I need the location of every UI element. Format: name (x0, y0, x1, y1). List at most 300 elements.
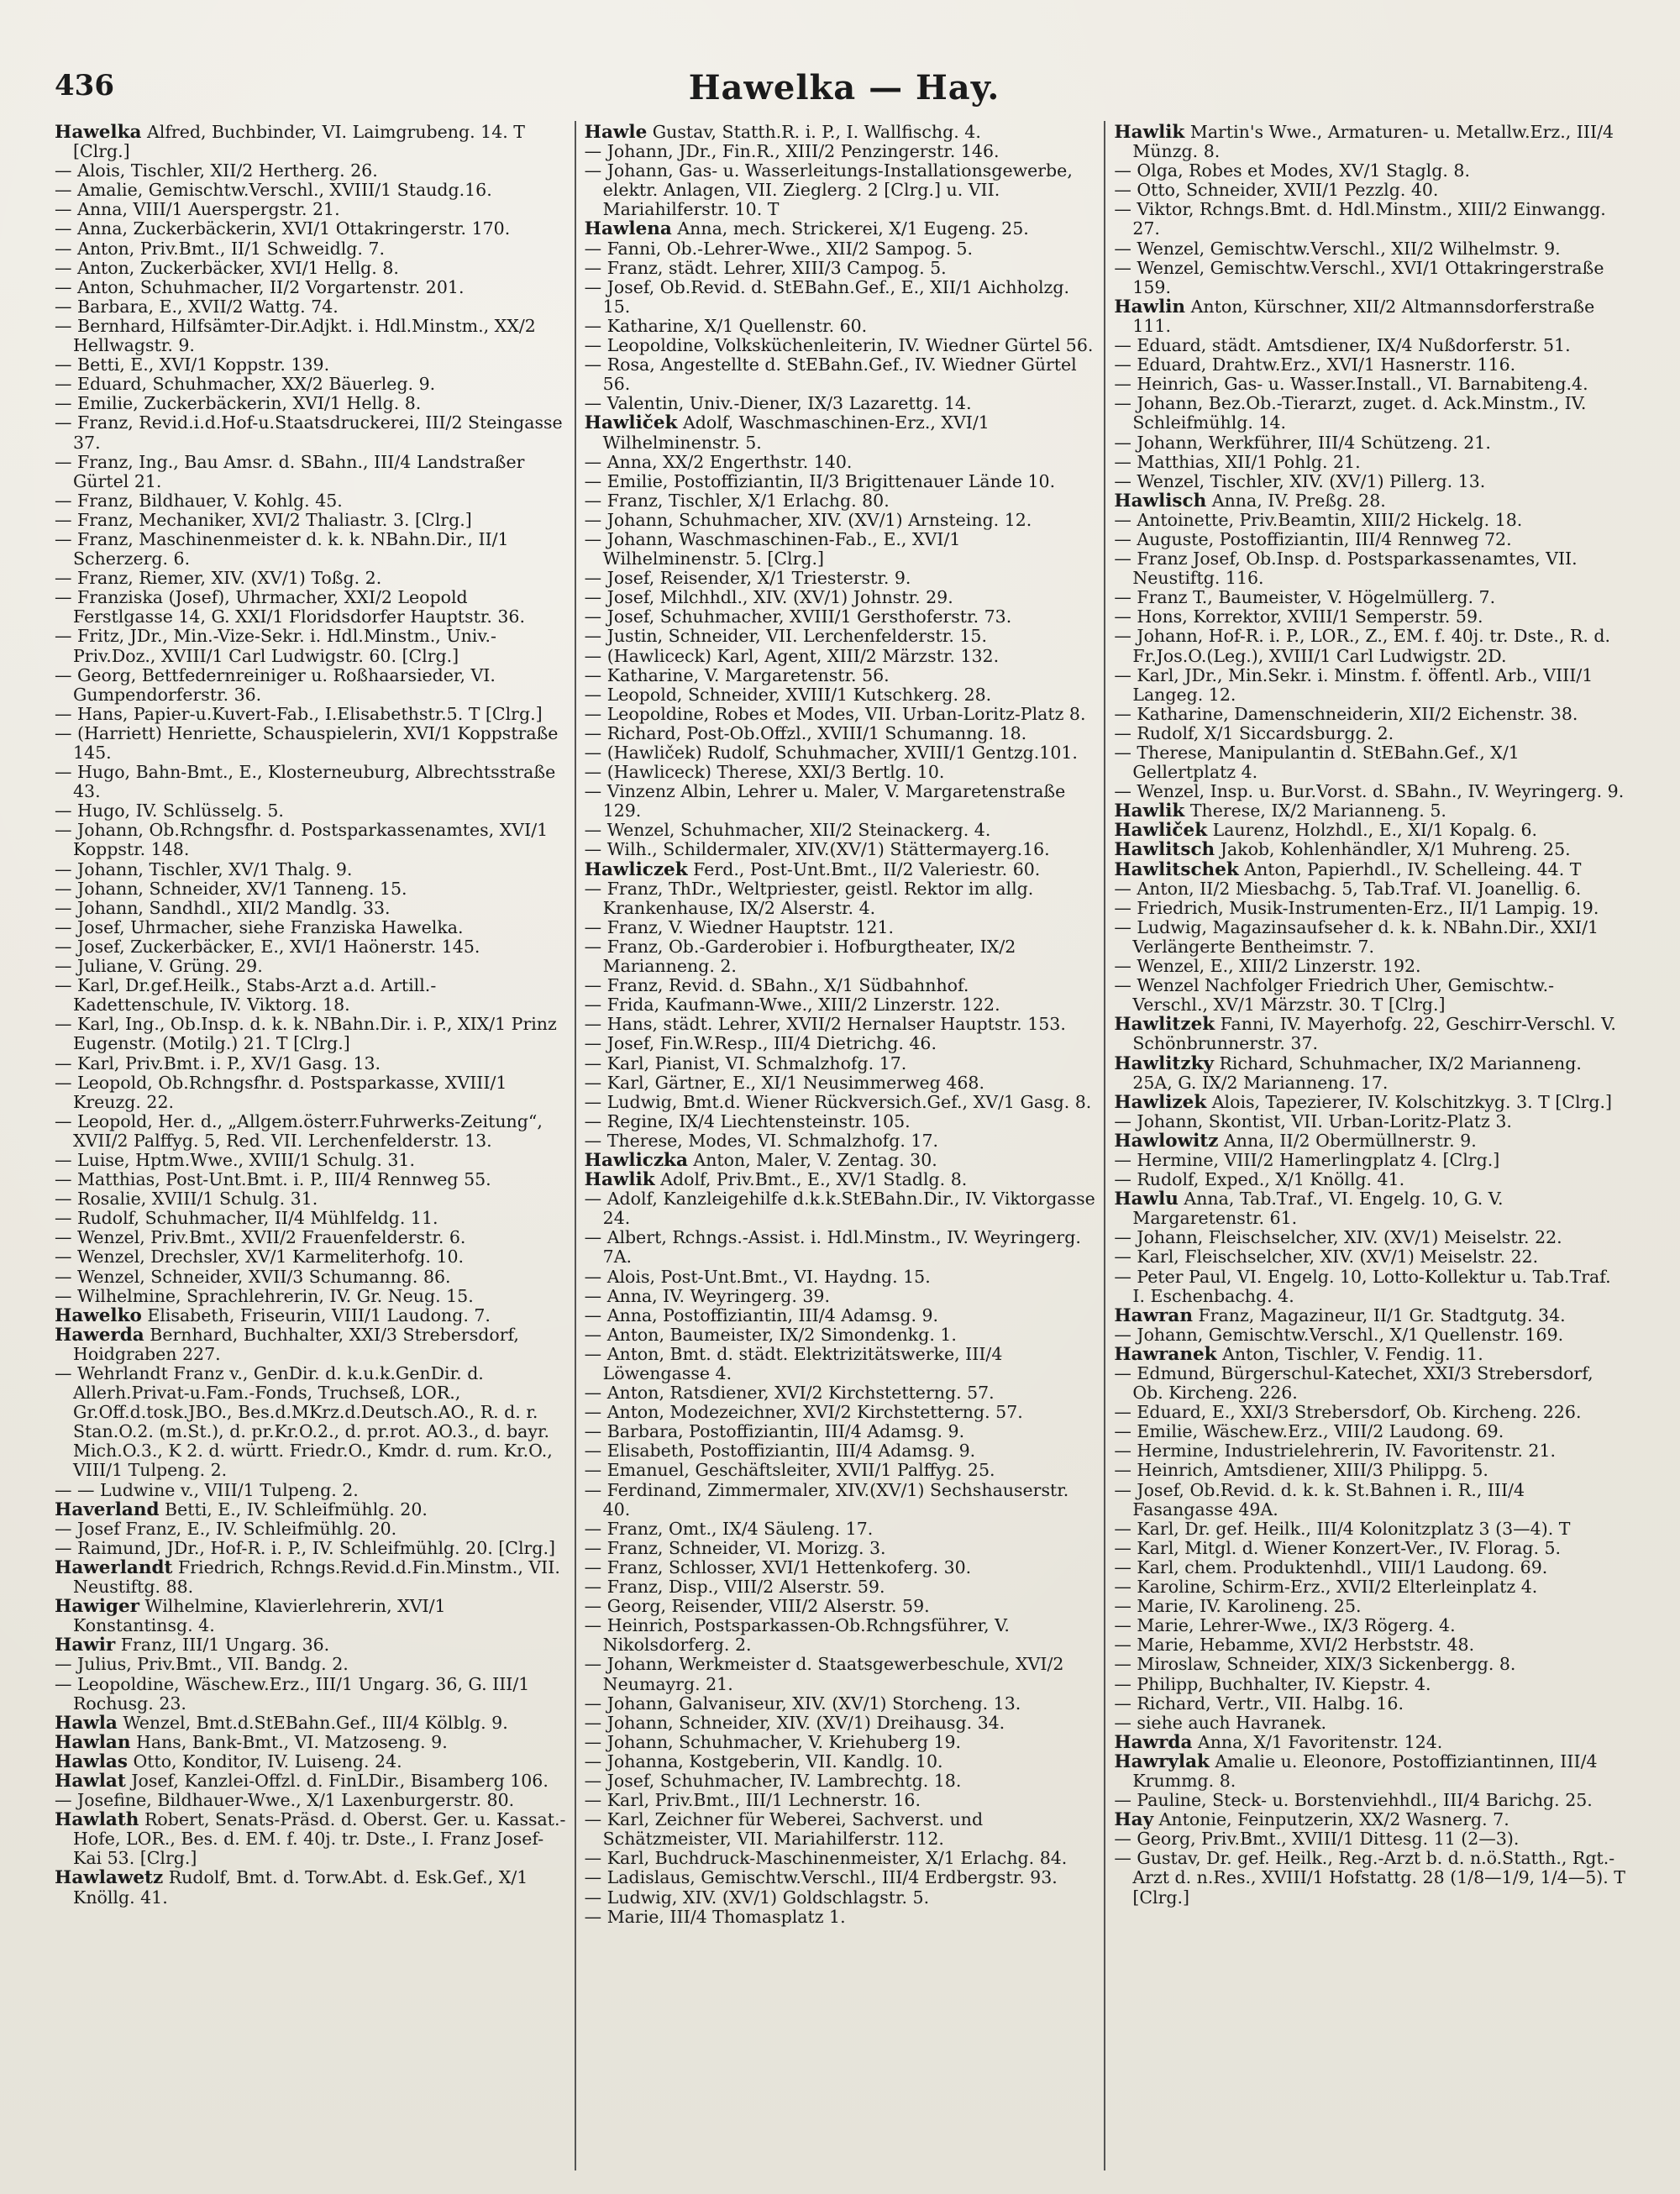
entry-text: — Hans, Papier-u.Kuvert-Fab., I.Elisabethstr.5. T [Clrg.] (55, 703, 543, 724)
directory-entry (55, 297, 566, 317)
entry-text: Rudolf, Bmt. d. Torw.Abt. d. Esk.Gef., X/1 Knöllg. 41. (73, 1867, 528, 1908)
entry-text: — Matthias, XII/1 Pohlg. 21. (1114, 451, 1361, 472)
directory-entry (55, 161, 566, 181)
directory-entry (585, 1112, 1096, 1131)
directory-entry (1114, 530, 1625, 549)
entry-text: — Bernhard, Hilfsämter-Dir.Adjkt. i. Hdl.Minstm., XX/2 Hellwagstr. 9. (55, 315, 536, 356)
entry-text: — Franz, Ing., Bau Amsr. d. SBahn., III/4 Landstraßer Gürtel 21. (55, 451, 525, 491)
directory-entry (1114, 1268, 1625, 1306)
entry-text: — Franz, städt. Lehrer, XIII/3 Campog. 5. (584, 257, 947, 278)
entry-text: — Hugo, IV. Schlüsselg. 5. (55, 800, 284, 821)
directory-entry-head (585, 219, 1096, 239)
entry-text: — Franz, Bildhauer, V. Kohlg. 45. (55, 490, 343, 511)
entry-surname: Hawran (1114, 1304, 1193, 1326)
directory-entry-head (55, 1733, 566, 1752)
entry-text: — Anton, Priv.Bmt., II/1 Schweidlg. 7. (55, 238, 385, 259)
directory-entry (1114, 743, 1625, 782)
entry-text: Elisabeth, Friseurin, VIII/1 Laudong. 7. (141, 1304, 491, 1325)
directory-entry (585, 1073, 1096, 1093)
entry-surname: Hawelko (55, 1304, 142, 1326)
directory-entry (585, 647, 1096, 666)
directory-entry-head (1114, 840, 1625, 859)
directory-entry (55, 181, 566, 200)
directory-entry (585, 1131, 1096, 1151)
entry-surname: Hawlan (55, 1731, 131, 1753)
column-3 (1104, 121, 1634, 2170)
entry-text: — Anna, Zuckerbäckerin, XVI/1 Ottakringerstr. 170. (55, 218, 511, 239)
entry-text: — Ladislaus, Gemischtw.Verschl., III/4 Erdbergstr. 93. (584, 1867, 1058, 1888)
directory-entry (1114, 705, 1625, 724)
directory-entry-head (585, 1170, 1096, 1189)
directory-entry (585, 1597, 1096, 1616)
entry-text: — Leopold, Schneider, XVIII/1 Kutschkerg. 28. (584, 684, 992, 705)
entry-text: — Josef, Zuckerbäcker, E., XVI/1 Haönerstr. 145. (55, 936, 480, 957)
directory-entry-head (1114, 1345, 1625, 1364)
directory-entry (585, 1771, 1096, 1791)
directory-entry-head (55, 1635, 566, 1655)
entry-text: — Ferdinand, Zimmermaler, XIV.(XV/1) Sechshauserstr. 40. (584, 1479, 1069, 1520)
directory-entry-head (55, 1868, 566, 1907)
entry-text: — Johann, Gemischtw.Verschl., X/1 Quellenstr. 169. (1114, 1324, 1564, 1345)
entry-surname: Hawliček (584, 412, 678, 434)
directory-entry (55, 491, 566, 511)
directory-entry-head (1114, 821, 1625, 840)
directory-entry (1114, 200, 1625, 239)
directory-entry (55, 1655, 566, 1674)
directory-entry (585, 259, 1096, 278)
directory-entry (1114, 1461, 1625, 1480)
directory-entry-head (55, 1306, 566, 1325)
entry-text: — Emilie, Zuckerbäckerin, XVI/1 Hellg. 8. (55, 393, 422, 414)
entry-surname: Hawlena (584, 218, 672, 240)
directory-entry (55, 1520, 566, 1539)
directory-entry-head (1114, 1054, 1625, 1093)
entry-text: Robert, Senats-Präsd. d. Oberst. Ger. u. Kassat.-Hofe, LOR., Bes. d. EM. f. 40j. tr. Dste., I. Franz Josef-Kai 53. [Clrg.] (73, 1809, 566, 1869)
directory-entry (55, 860, 566, 879)
entry-text: — Georg, Bettfedernreiniger u. Roßhaarsieder, VI. Gumpendorferstr. 36. (55, 664, 496, 705)
directory-entry (585, 355, 1096, 394)
directory-entry (585, 937, 1096, 976)
directory-entry (55, 453, 566, 491)
entry-text: — Ludwig, XIV. (XV/1) Goldschlagstr. 5. (584, 1887, 930, 1908)
directory-entry (1114, 336, 1625, 355)
directory-entry (55, 278, 566, 297)
directory-entry-head (1114, 1015, 1625, 1053)
directory-entry (585, 1093, 1096, 1112)
directory-entry (585, 1345, 1096, 1383)
directory-entry (55, 375, 566, 394)
directory-entry-head (1114, 801, 1625, 821)
directory-entry-head (585, 860, 1096, 879)
directory-entry (55, 200, 566, 219)
directory-entry (585, 1791, 1096, 1810)
directory-entry (55, 1189, 566, 1209)
entry-text: — (Harriett) Henriette, Schauspielerin, XVI/1 Koppstraße 145. (55, 722, 559, 763)
entry-text: — Amalie, Gemischtw.Verschl., XVIII/1 Staudg.16. (55, 180, 492, 201)
directory-entry-head (1114, 1733, 1625, 1752)
entry-text: — Franz, Schlosser, XVI/1 Hettenkoferg. 30. (584, 1556, 972, 1577)
entry-text: — Auguste, Postoffiziantin, III/4 Rennweg 72. (1114, 528, 1512, 549)
entry-text: — Edmund, Bürgerschul-Katechet, XXI/3 Strebersdorf, Ob. Kircheng. 226. (1114, 1363, 1593, 1404)
directory-entry (1114, 666, 1625, 705)
entry-surname: Hawlin (1114, 296, 1186, 318)
directory-entry (585, 1441, 1096, 1461)
directory-entry (1114, 394, 1625, 433)
entry-text: — Hans, städt. Lehrer, XVII/2 Hernalser Hauptstr. 153. (584, 1014, 1066, 1035)
entry-text: — Anton, Bmt. d. städt. Elektrizitätswerke, III/4 Löwengasse 4. (584, 1343, 1003, 1383)
entry-text: — Karoline, Schirm-Erz., XVII/2 Elterleinplatz 4. (1114, 1577, 1538, 1598)
entry-text: — Karl, Pianist, VI. Schmalzhofg. 17. (584, 1052, 907, 1073)
entry-text: — — Ludwine v., VIII/1 Tulpeng. 2. (55, 1479, 359, 1500)
entry-text: — Anton, Zuckerbäcker, XVI/1 Hellg. 8. (55, 257, 399, 278)
entry-surname: Hawle (584, 122, 648, 143)
directory-entry (1114, 549, 1625, 588)
entry-text: — Marie, Hebamme, XVI/2 Herbststr. 48. (1114, 1635, 1475, 1656)
entry-text: Anna, II/2 Obermüllnerstr. 9. (1218, 1130, 1477, 1151)
entry-text: — Johann, Tischler, XV/1 Thalg. 9. (55, 858, 353, 879)
entry-text: — Josef, Uhrmacher, siehe Franziska Hawelka. (55, 916, 464, 937)
directory-entry (55, 1151, 566, 1170)
entry-text: Anton, Maler, V. Zentag. 30. (687, 1149, 937, 1170)
directory-entry (55, 801, 566, 821)
entry-text: — Marie, Lehrer-Wwe., IX/3 Rögerg. 4. (1114, 1615, 1456, 1636)
entry-text: Anton, Kürschner, XII/2 Altmannsdorferstraße 111. (1132, 296, 1595, 336)
entry-text: — Wenzel, Tischler, XIV. (XV/1) Pillerg. 13. (1114, 470, 1486, 491)
directory-entry-head (1114, 1810, 1625, 1829)
entry-text: — Franz Josef, Ob.Insp. d. Postsparkassenamtes, VII. Neustiftg. 116. (1114, 548, 1578, 589)
entry-text: Therese, IX/2 Marianneng. 5. (1184, 800, 1446, 821)
entry-text: — Franz, Tischler, X/1 Erlachg. 80. (584, 490, 890, 511)
directory-entry (55, 219, 566, 239)
entry-text: — Johann, Schneider, XIV. (XV/1) Dreihausg. 34. (584, 1712, 1005, 1733)
entry-text: Ferd., Post-Unt.Bmt., II/2 Valeriestr. 60. (687, 858, 1041, 879)
entry-text: — Franz, Disp., VIII/2 Alserstr. 59. (584, 1577, 885, 1598)
entry-text: — Josefine, Bildhauer-Wwe., X/1 Laxenburgerstr. 80. (55, 1790, 515, 1811)
entry-text: — Johann, Ob.Rchngsfhr. d. Postsparkassenamtes, XVI/1 Koppstr. 148. (55, 820, 549, 860)
entry-text: — Karl, chem. Produktenhdl., VIII/1 Laudong. 69. (1114, 1556, 1548, 1577)
directory-entry (585, 743, 1096, 763)
directory-entry (55, 821, 566, 859)
entry-text: — Anna, IV. Weyringerg. 39. (584, 1285, 830, 1306)
entry-text: — Franz, Ob.-Garderobier i. Hofburgtheater, IX/2 Marianneng. 2. (584, 936, 1016, 977)
entry-surname: Hawlitschek (1114, 858, 1239, 880)
directory-entry-head (1114, 860, 1625, 879)
directory-entry (585, 1422, 1096, 1441)
entry-text: — Josef, Milchhdl., XIV. (XV/1) Johnstr. 29. (584, 587, 953, 608)
directory-entry (1114, 1597, 1625, 1616)
entry-text: — Antoinette, Priv.Beamtin, XIII/2 Hickelg. 18. (1114, 509, 1523, 530)
directory-entry-head (55, 123, 566, 161)
directory-entry-head (55, 1500, 566, 1520)
directory-entry (585, 685, 1096, 705)
directory-entry (1114, 1829, 1625, 1849)
entry-surname: Hawlisch (1114, 490, 1207, 512)
directory-entry (1114, 1112, 1625, 1131)
entry-text: — Franz, Omt., IX/4 Säuleng. 17. (584, 1518, 874, 1539)
entry-text: — Hermine, VIII/2 Hamerlingplatz 4. [Clrg.] (1114, 1149, 1500, 1170)
entry-text: — Anton, Modezeichner, XVI/2 Kirchstetterng. 57. (584, 1402, 1023, 1423)
entry-text: — Anna, Postoffiziantin, III/4 Adamsg. 9. (584, 1304, 939, 1325)
directory-entry (55, 1170, 566, 1189)
entry-text: — (Hawliceck) Therese, XXI/3 Bertlg. 10. (584, 762, 945, 783)
entry-text: — Regine, IX/4 Liechtensteinstr. 105. (584, 1110, 911, 1131)
directory-entry-head (55, 1597, 566, 1635)
entry-text: — Adolf, Kanzleigehilfe d.k.k.StEBahn.Dir., IV. Viktorgasse 24. (584, 1189, 1095, 1229)
entry-text: — Barbara, E., XVII/2 Wattg. 74. (55, 296, 339, 317)
directory-entry (1114, 1228, 1625, 1247)
entry-text: Otto, Konditor, IV. Luiseng. 24. (127, 1750, 402, 1771)
directory-entry (585, 995, 1096, 1015)
directory-entry (1114, 375, 1625, 394)
entry-text: — Johann, Werkmeister d. Staatsgewerbeschule, XVI/2 Neumayrg. 21. (584, 1654, 1064, 1694)
directory-entry (585, 161, 1096, 219)
directory-entry (1114, 1422, 1625, 1441)
entry-text: — Philipp, Buchhalter, IV. Kiepstr. 4. (1114, 1673, 1431, 1694)
directory-entry-head (585, 413, 1096, 452)
directory-entry (1114, 1403, 1625, 1422)
entry-text: — Hugo, Bahn-Bmt., E., Klosterneuburg, Albrechtsstraße 43. (55, 762, 556, 802)
directory-entry (55, 588, 566, 627)
directory-entry (55, 1015, 566, 1053)
entry-text: — Franz, Revid. d. SBahn., X/1 Südbahnhof. (584, 975, 969, 996)
directory-entry-head (1114, 1131, 1625, 1151)
entry-text: Amalie u. Eleonore, Postoffiziantinnen, III/4 Krummg. 8. (1132, 1750, 1598, 1791)
directory-entry (585, 821, 1096, 840)
directory-entry (55, 1364, 566, 1481)
entry-text: — Alois, Post-Unt.Bmt., VI. Haydng. 15. (584, 1266, 931, 1287)
entry-text: — Johann, Werkführer, III/4 Schützeng. 21. (1114, 432, 1491, 453)
directory-entry (1114, 1325, 1625, 1345)
entry-text: — Franz T., Baumeister, V. Högelmüllerg. 7. (1114, 587, 1496, 608)
directory-entry-head (1114, 1752, 1625, 1791)
entry-surname: Hawlat (55, 1770, 126, 1792)
entry-text: — Peter Paul, VI. Engelg. 10, Lotto-Kollektur u. Tab.Traf. I. Eschenbachg. 4. (1114, 1266, 1611, 1306)
entry-text: — Anton, Ratsdiener, XVI/2 Kirchstetterng. 57. (584, 1383, 995, 1404)
entry-text: — Karl, Dr. gef. Heilk., III/4 Kolonitzplatz 3 (3—4). T (1114, 1518, 1571, 1539)
entry-text: — Justin, Schneider, VII. Lerchenfelderstr. 15. (584, 626, 987, 647)
entry-text: — Eduard, städt. Amtsdiener, IX/4 Nußdorferstr. 51. (1114, 335, 1571, 356)
directory-entry (55, 1073, 566, 1112)
entry-text: — Franz, Maschinenmeister d. k. k. NBahn.Dir., II/1 Scherzerg. 6. (55, 528, 509, 569)
entry-surname: Hawlizek (1114, 1091, 1207, 1113)
directory-entry (585, 472, 1096, 491)
directory-entry (55, 1791, 566, 1810)
entry-text: Alfred, Buchbinder, VI. Laimgrubeng. 14. T [Clrg.] (73, 122, 525, 162)
directory-entry (1114, 1849, 1625, 1907)
entry-text: — Marie, IV. Karolineng. 25. (1114, 1596, 1362, 1617)
entry-text: Anna, mech. Strickerei, X/1 Eugeng. 25. (671, 218, 1029, 239)
entry-text: — Josef, Fin.W.Resp., III/4 Dietrichg. 46. (584, 1033, 937, 1054)
entry-text: Wenzel, Bmt.d.StEBahn.Gef., III/4 Kölblg. 9. (117, 1712, 508, 1733)
entry-text: — Franz, Mechaniker, XVI/2 Thaliastr. 3. [Clrg.] (55, 509, 472, 530)
directory-columns (55, 121, 1634, 2170)
entry-text: — Emanuel, Geschäftsleiter, XVII/1 Palffyg. 25. (584, 1460, 995, 1481)
directory-entry (585, 1383, 1096, 1403)
entry-text: — Wehrlandt Franz v., GenDir. d. k.u.k.GenDir. d. Allerh.Privat-u.Fam.-Fonds, Truchseß, LOR., Gr.Off.d.tosk.JBO., Bes.d.MKrz.d.Deutsch.AO., R. d. r. Stan.O.2. (m.St.), d. pr.Kr.O.2., d. pr.rot. AO.3., d. bayr. Mich.O.3., K 2. d. württ. Friedr.O., Kmdr. d. rum. Kr.O., VIII/1 Tulpeng. 2. (55, 1363, 553, 1481)
entry-text: — Wilh., Schildermaler, XIV.(XV/1) Stättermayerg.16. (584, 839, 1050, 860)
directory-entry (585, 491, 1096, 511)
directory-entry (55, 899, 566, 918)
directory-entry (55, 1268, 566, 1287)
directory-entry (585, 1908, 1096, 1927)
directory-entry (55, 317, 566, 355)
directory-entry-head (55, 1752, 566, 1771)
directory-entry (585, 666, 1096, 685)
entry-text: — Leopold, Ob.Rchngsfhr. d. Postsparkasse, XVIII/1 Kreuzg. 22. (55, 1072, 507, 1112)
directory-entry (1114, 899, 1625, 918)
directory-entry (585, 317, 1096, 336)
entry-text: — Eduard, Drahtw.Erz., XVI/1 Hasnerstr. 116. (1114, 354, 1516, 375)
directory-entry-head (55, 1714, 566, 1733)
entry-text: Anna, IV. Preßg. 28. (1206, 490, 1386, 511)
entry-surname: Hawliczka (584, 1149, 688, 1171)
entry-surname: Hawelka (55, 122, 142, 143)
directory-entry (585, 588, 1096, 607)
entry-text: — Franz, ThDr., Weltpriester, geistl. Rektor im allg. Krankenhause, IX/2 Alserstr. 4. (584, 878, 1034, 918)
entry-text: — Albert, Rchngs.-Assist. i. Hdl.Minstm., IV. Weyringerg. 7A. (584, 1227, 1081, 1268)
directory-entry (585, 1577, 1096, 1597)
directory-entry-head (1114, 1093, 1625, 1112)
entry-text: — Ludwig, Magazinsaufseher d. k. k. NBahn.Dir., XXI/1 Verlängerte Bentheimstr. 7. (1114, 916, 1599, 957)
entry-text: — Emilie, Postoffiziantin, II/3 Brigittenauer Lände 10. (584, 470, 1056, 491)
entry-surname: Hawir (55, 1635, 116, 1656)
directory-entry (585, 607, 1096, 627)
directory-entry (55, 937, 566, 957)
directory-entry (585, 1752, 1096, 1771)
directory-entry (585, 840, 1096, 859)
directory-entry (55, 724, 566, 763)
directory-entry (55, 627, 566, 665)
entry-surname: Hawrda (1114, 1731, 1193, 1753)
entry-text: — (Hawliček) Rudolf, Schuhmacher, XVIII/1 Gentzg.101. (584, 743, 1078, 763)
entry-text: Jakob, Kohlenhändler, X/1 Muhreng. 25. (1215, 839, 1571, 860)
directory-entry (585, 569, 1096, 588)
directory-entry (1114, 1481, 1625, 1520)
directory-entry (1114, 1441, 1625, 1461)
entry-text: — Wenzel, Schuhmacher, XII/2 Steinackerg. 4. (584, 820, 991, 841)
directory-entry (55, 239, 566, 259)
entry-text: — Johann, Galvaniseur, XIV. (XV/1) Storcheng. 13. (584, 1693, 1021, 1714)
entry-text: — Wilhelmine, Sprachlehrerin, IV. Gr. Neug. 15. (55, 1285, 474, 1306)
entry-text: — Franz, Schneider, VI. Morizg. 3. (584, 1537, 886, 1558)
directory-entry (55, 918, 566, 937)
directory-entry (1114, 161, 1625, 181)
entry-text: — Julius, Priv.Bmt., VII. Bandg. 2. (55, 1654, 349, 1675)
entry-text: — Elisabeth, Postoffiziantin, III/4 Adamsg. 9. (584, 1441, 976, 1462)
entry-text: — Miroslaw, Schneider, XIX/3 Sickenbergg. 8. (1114, 1654, 1516, 1675)
entry-surname: Hawlawetz (55, 1867, 164, 1889)
entry-text: — Josef, Reisender, X/1 Triesterstr. 9. (584, 568, 911, 589)
entry-text: — Johann, Gas- u. Wasserleitungs-Installationsgewerbe, elektr. Anlagen, VII. Zieglerg. 2 [Clrg.] u. VII. Mariahilferstr. 10. T (584, 160, 1073, 220)
directory-entry (1114, 239, 1625, 259)
directory-entry (55, 1287, 566, 1306)
entry-text: — Hons, Korrektor, XVIII/1 Semperstr. 59. (1114, 606, 1483, 627)
page-number: 436 (55, 69, 114, 102)
entry-text: Alois, Tapezierer, IV. Kolschitzkyg. 3. T [Clrg.] (1206, 1091, 1613, 1112)
directory-entry (585, 1481, 1096, 1520)
directory-entry (1114, 724, 1625, 743)
directory-entry (1114, 1364, 1625, 1403)
entry-text: — Friedrich, Musik-Instrumenten-Erz., II/1 Lampig. 19. (1114, 897, 1599, 918)
entry-text: — Wenzel Nachfolger Friedrich Uher, Gemischtw.-Verschl., XV/1 Märzstr. 30. T [Clrg.] (1114, 975, 1555, 1016)
entry-surname: Hawlitzek (1114, 1014, 1215, 1036)
directory-entry (1114, 918, 1625, 957)
entry-text: Adolf, Waschmaschinen-Erz., XVI/1 Wilhelminenstr. 5. (602, 412, 990, 453)
entry-text: — Karl, Gärtner, E., XI/1 Neusimmerweg 468. (584, 1072, 984, 1093)
entry-text: — Anton, Baumeister, IX/2 Simondenkg. 1. (584, 1324, 957, 1345)
entry-text: — Wenzel, Schneider, XVII/3 Schumanng. 86. (55, 1266, 451, 1287)
entry-text: — Leopoldine, Robes et Modes, VII. Urban-Loritz-Platz 8. (584, 703, 1086, 724)
entry-text: — Leopoldine, Volksküchenleiterin, IV. Wiedner Gürtel 56. (584, 335, 1094, 356)
entry-text: — Josef, Ob.Revid. d. k. k. St.Bahnen i. R., III/4 Fasangasse 49A. (1114, 1479, 1525, 1520)
directory-entry (585, 336, 1096, 355)
entry-text: Friedrich, Rchngs.Revid.d.Fin.Minstm., VII. Neustiftg. 88. (73, 1556, 560, 1598)
entry-surname: Hawliček (1114, 820, 1208, 842)
directory-entry (55, 705, 566, 724)
entry-text: — Rudolf, Schuhmacher, II/4 Mühlfeldg. 11. (55, 1208, 438, 1229)
entry-text: — Johann, Sandhdl., XII/2 Mandlg. 33. (55, 897, 391, 918)
entry-text: — Karl, Fleischselcher, XIV. (XV/1) Meiselstr. 22. (1114, 1247, 1539, 1268)
entry-text: — Karl, Priv.Bmt., III/1 Lechnerstr. 16. (584, 1790, 921, 1811)
directory-entry (55, 879, 566, 899)
directory-entry (585, 1888, 1096, 1908)
directory-entry (585, 627, 1096, 646)
entry-text: — Johann, Bez.Ob.-Tierarzt, zuget. d. Ack.Minstm., IV. Schleifmühlg. 14. (1114, 393, 1587, 433)
directory-entry (1114, 782, 1625, 801)
directory-entry (585, 1461, 1096, 1480)
entry-text: — Valentin, Univ.-Diener, IX/3 Lazarettg. 14. (584, 393, 972, 414)
directory-entry (1114, 181, 1625, 200)
directory-entry (585, 1015, 1096, 1034)
entry-text: — Franziska (Josef), Uhrmacher, XXI/2 Leopold Ferstlgasse 14, G. XXI/1 Floridsdorfer Hauptstr. 36. (55, 587, 525, 627)
directory-entry-head (585, 1151, 1096, 1170)
directory-entry (585, 453, 1096, 472)
entry-surname: Hawlik (584, 1169, 655, 1191)
directory-entry (585, 763, 1096, 782)
entry-text: — Pauline, Steck- u. Borstenviehhdl., III/4 Barichg. 25. (1114, 1790, 1593, 1811)
entry-text: — Johann, Hof-R. i. P., LOR., Z., EM. f. 40j. tr. Dste., R. d. Fr.Jos.O.(Leg.), XVIII/1 Carl Ludwigstr. 2D. (1114, 626, 1611, 666)
directory-entry (585, 1034, 1096, 1053)
entry-text: — Franz, Revid.i.d.Hof-u.Staatsdruckerei, III/2 Steingasse 37. (55, 412, 563, 453)
entry-text: Adolf, Priv.Bmt., E., XV/1 Stadlg. 8. (654, 1169, 968, 1190)
directory-entry (585, 879, 1096, 918)
entry-text: — Raimund, JDr., Hof-R. i. P., IV. Schleifmühlg. 20. [Clrg.] (55, 1537, 555, 1558)
directory-entry (55, 530, 566, 569)
entry-surname: Hawerda (55, 1324, 144, 1346)
directory-entry (585, 1403, 1096, 1422)
directory-entry (585, 1287, 1096, 1306)
entry-text: — Johann, Skontist, VII. Urban-Loritz-Platz 3. (1114, 1110, 1512, 1131)
entry-surname: Hawlik (1114, 800, 1185, 822)
entry-text: — Franz, Riemer, XIV. (XV/1) Toßg. 2. (55, 568, 382, 589)
directory-entry (585, 1655, 1096, 1693)
entry-text: — Therese, Modes, VI. Schmalzhofg. 17. (584, 1130, 939, 1151)
directory-entry (585, 1268, 1096, 1287)
entry-text: Laurenz, Holzhdl., E., XI/1 Kopalg. 6. (1207, 820, 1538, 841)
entry-text: — Katharine, X/1 Quellenstr. 60. (584, 315, 868, 336)
entry-text: — Leopold, Her. d., „Allgem.österr.Fuhrwerks-Zeitung“, XVII/2 Palffyg. 5, Red. VII. Lerchenfelderstr. 13. (55, 1110, 543, 1151)
directory-entry (55, 1675, 566, 1714)
entry-text: — Karl, Dr.gef.Heilk., Stabs-Arzt a.d. Artill.-Kadettenschule, IV. Viktorg. 18. (55, 975, 437, 1016)
directory-entry (585, 724, 1096, 743)
directory-entry (1114, 1170, 1625, 1189)
entry-text: — Leopoldine, Wäschew.Erz., III/1 Ungarg. 36, G. III/1 Rochusg. 23. (55, 1673, 530, 1714)
directory-entry (585, 976, 1096, 995)
entry-text: — Johann, Schuhmacher, V. Kriehuberg 19. (584, 1731, 962, 1752)
entry-text: Franz, Magazineur, II/1 Gr. Stadtgutg. 34. (1193, 1304, 1566, 1325)
entry-text: — Ludwig, Bmt.d. Wiener Rückversich.Gef., XV/1 Gasg. 8. (584, 1091, 1092, 1112)
entry-text: — Josef Franz, E., IV. Schleifmühlg. 20. (55, 1518, 397, 1539)
